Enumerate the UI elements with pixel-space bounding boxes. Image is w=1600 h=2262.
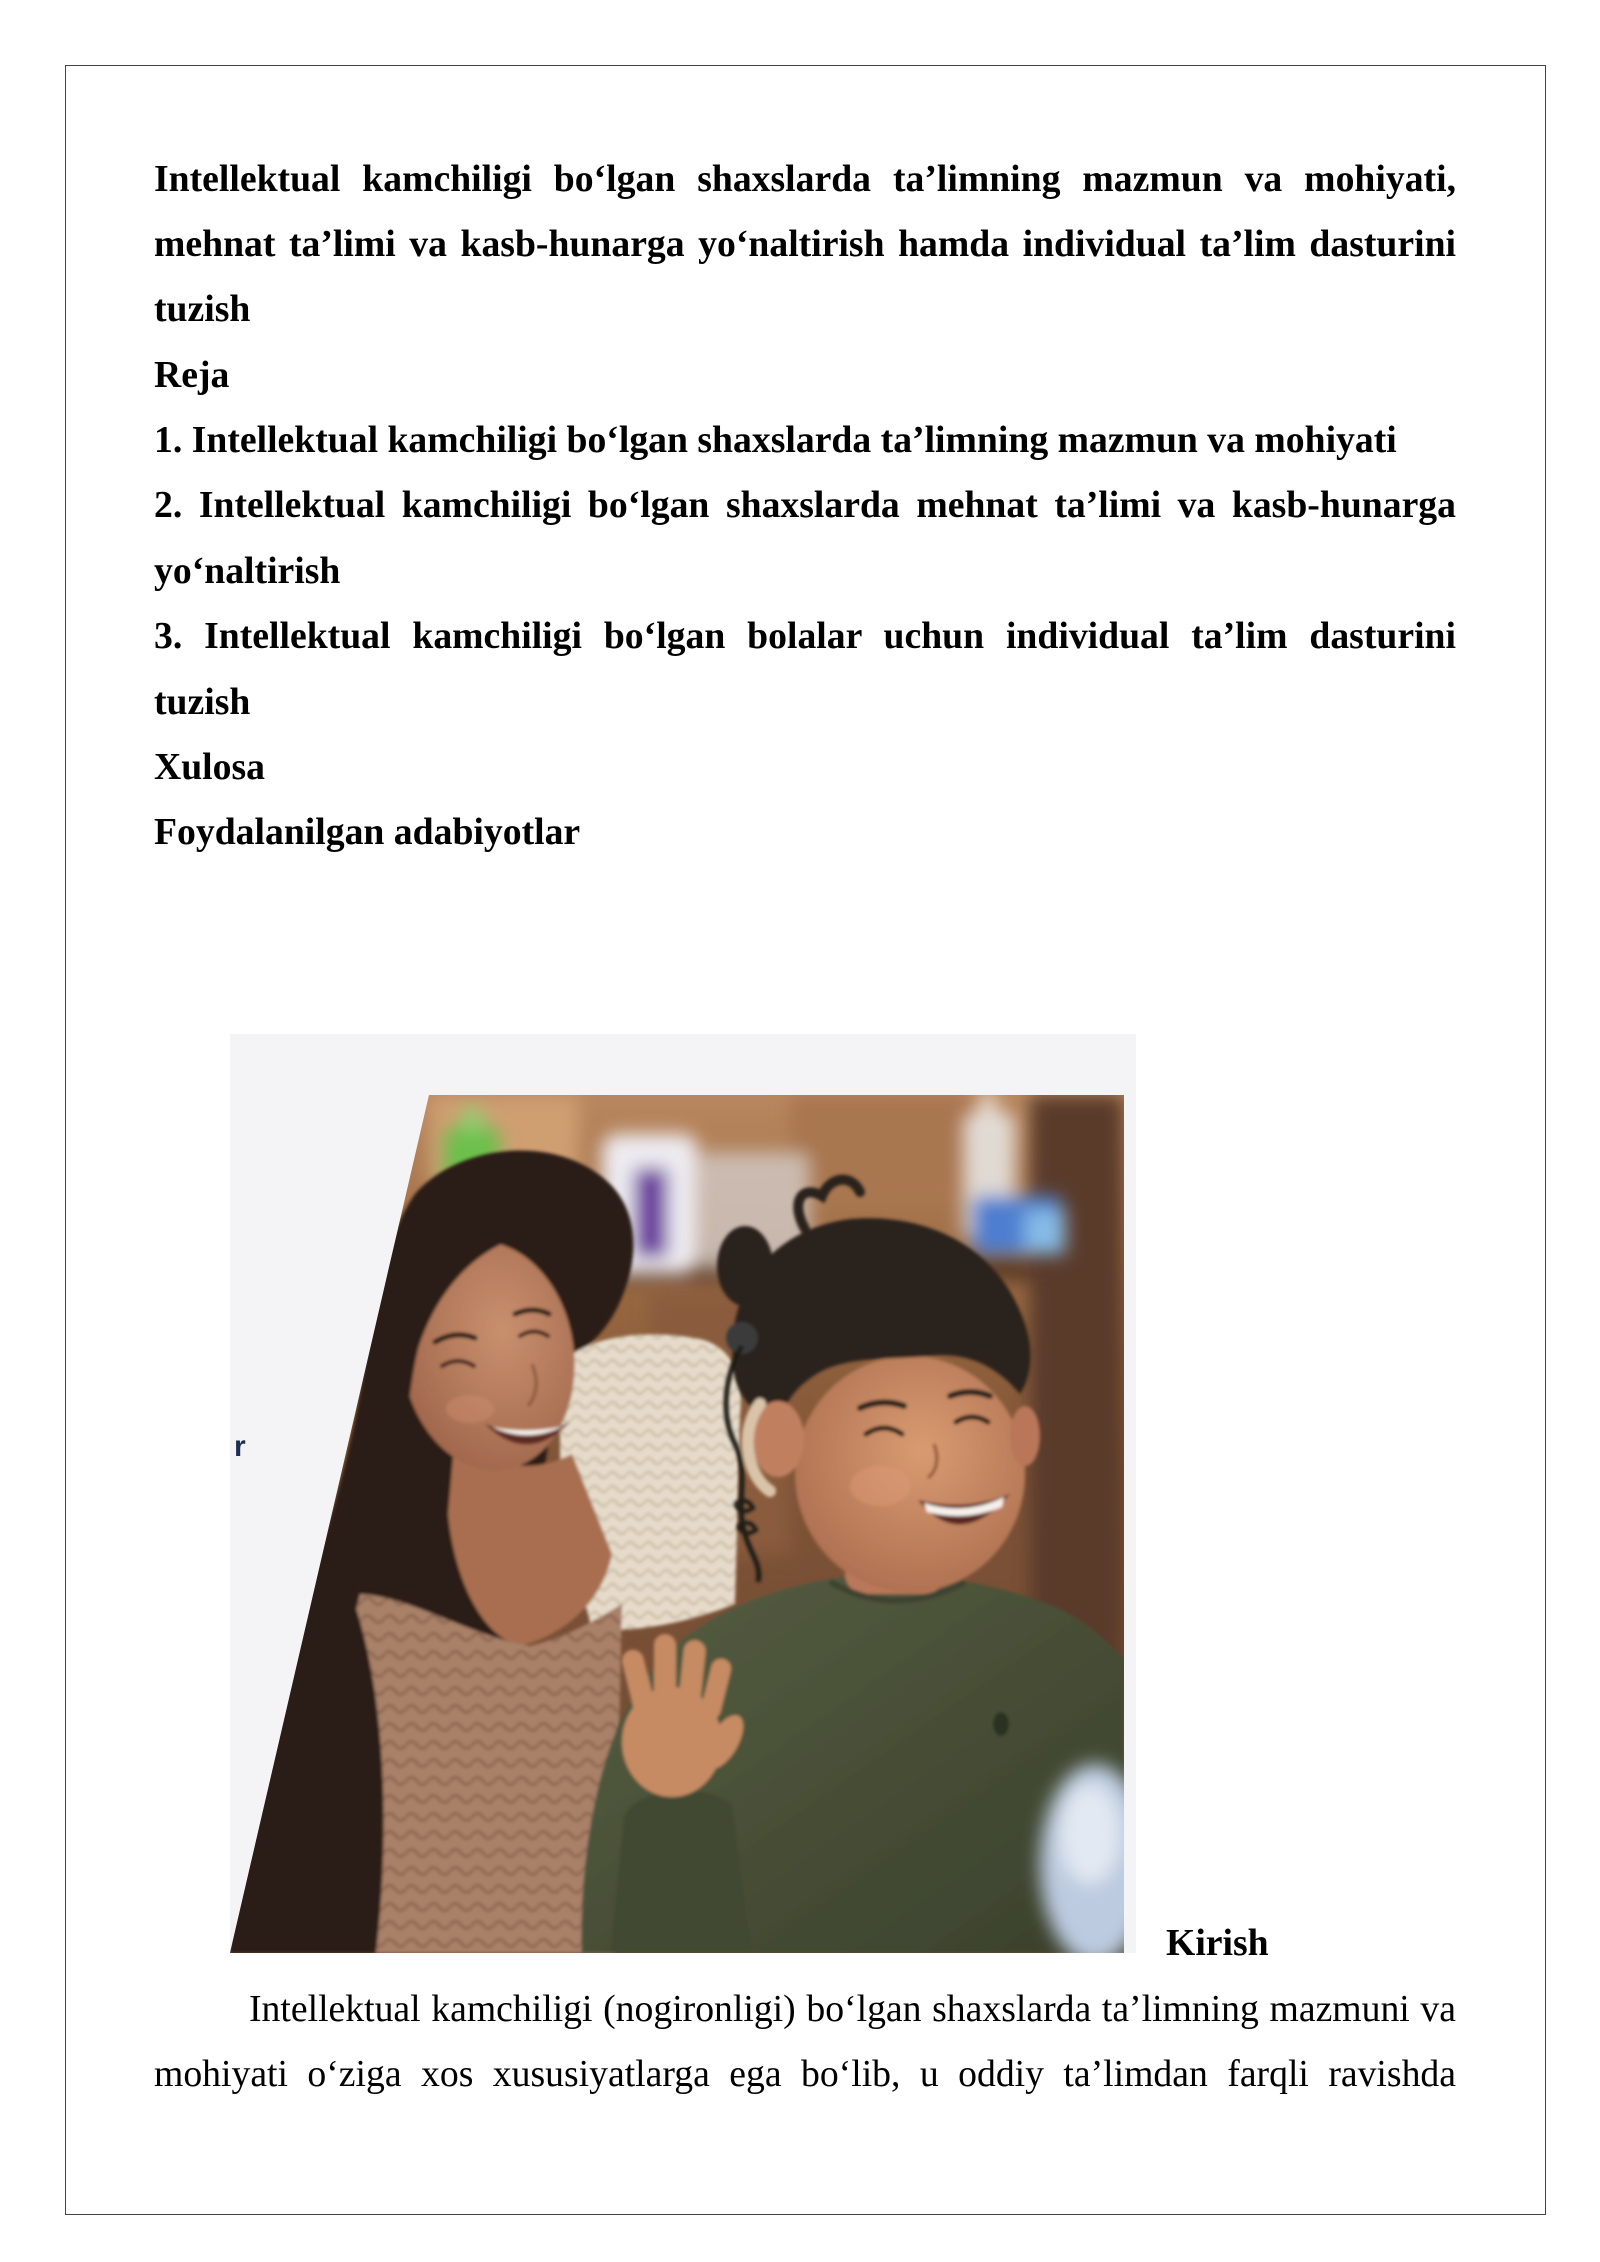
plan-item-continuation: yo‘naltirish bbox=[154, 549, 341, 592]
paragraph-line: Intellektual kamchiligi (nogironligi) bo‘lgan shaxslarda ta’limning mazmuni va bbox=[249, 1987, 1456, 2030]
plan-item: 2. Intellektual kamchiligi bo‘lgan shaxslarda mehnat ta’limi va kasb-hunarga bbox=[154, 484, 1456, 527]
introduction-heading: Kirish bbox=[1166, 1922, 1269, 1965]
sweater-logo-icon bbox=[993, 1712, 1009, 1736]
child-face bbox=[795, 1356, 1025, 1592]
title-line: Intellektual kamchiligi bo‘lgan shaxslarda ta’limning mazmun va mohiyati, bbox=[154, 157, 1456, 200]
plan-references: Foydalanilgan adabiyotlar bbox=[154, 811, 581, 854]
title-and-plan bbox=[154, 147, 1456, 866]
paragraph-line: mohiyati o‘ziga xos xususiyatlarga ega bo‘lib, u oddiy ta’limdan farqli ravishda bbox=[154, 2052, 1456, 2095]
title-line: tuzish bbox=[154, 288, 251, 331]
plan-item: 1. Intellektual kamchiligi bo‘lgan shaxslarda ta’limning mazmun va mohiyati bbox=[154, 419, 1397, 462]
plan-item: 3. Intellektual kamchiligi bo‘lgan bolalar uchun individual ta’lim dasturini bbox=[154, 615, 1456, 658]
photo bbox=[230, 1034, 1136, 1953]
introduction-paragraph bbox=[154, 1977, 1456, 2108]
plan-conclusion: Xulosa bbox=[154, 746, 266, 789]
title-line: mehnat ta’limi va kasb-hunarga yo‘naltirish hamda individual ta’lim dasturini bbox=[154, 222, 1456, 265]
plan-heading: Reja bbox=[154, 353, 230, 396]
photo-edge-text: r bbox=[234, 1430, 246, 1463]
child-sleeve bbox=[610, 1790, 752, 1953]
photo-figure bbox=[230, 1034, 1136, 1953]
plan-item-continuation: tuzish bbox=[154, 680, 251, 723]
